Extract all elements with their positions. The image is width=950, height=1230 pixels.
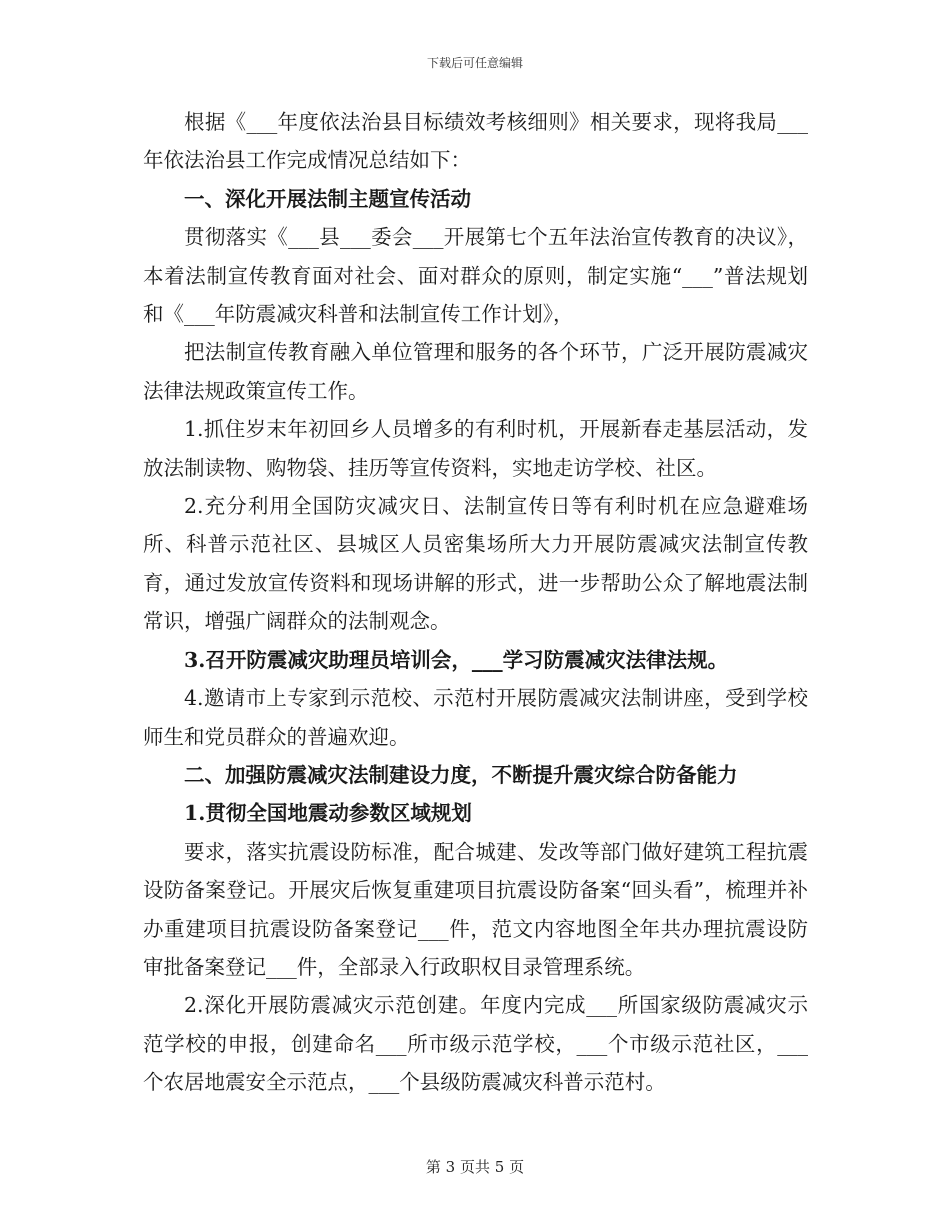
list-item-bold: 3.召开防震减灾助理员培训会，___学习防震减灾法律法规。 [184, 647, 729, 672]
list-item: 4.邀请市上专家到示范校、示范村开展防震减灾法制讲座，受到学校师生和党员群众的普遍欢迎。 [143, 686, 808, 749]
list-item: 2.充分利用全国防灾减灾日、法制宣传日等有利时机在应急避难场所、科普示范社区、县城区人员密集场所大力开展防震减灾法制宣传教育，通过发放宣传资料和现场讲解的形式，进一步帮助公众了解地震法制常识，增强广阔群众的法制观念。 [143, 494, 808, 634]
list-item: 2.深化开展防震减灾示范创建。年度内完成___所国家级防震减灾示范学校的申报，创建命名___所市级示范学校，___个市级示范社区，___个农居地震安全示范点，___个县级防震减灾科普示范村。 [143, 993, 808, 1095]
section-heading-2: 二、加强防震减灾法制建设力度，不断提升震灾综合防备能力 [184, 762, 738, 787]
page-number: 第 3 页共 5 页 [425, 1158, 525, 1176]
intro-paragraph: 根据《___年度依法治县目标绩效考核细则》相关要求，现将我局___年依法治县工作完成情况总结如下： [143, 110, 808, 173]
subheading: 1.贯彻全国地震动参数区域规划 [184, 801, 472, 826]
paragraph: 把法制宣传教育融入单位管理和服务的各个环节，广泛开展防震减灾法律法规政策宣传工作。 [143, 340, 808, 403]
paragraph: 贯彻落实《___县___委会___开展第七个五年法治宣传教育的决议》，本着法制宣传教育面对社会、面对群众的原则，制定实施“___”普法规划和《___年防震减灾科普和法制宣传工作计划》， [143, 225, 808, 327]
paragraph: 要求，落实抗震设防标准，配合城建、发改等部门做好建筑工程抗震设防备案登记。开展灾后恢复重建项目抗震设防备案“回头看”，梳理并补办重建项目抗震设防备案登记___件，范文内容地图全年共办理抗震设防审批备案登记___件，全部录入行政职权目录管理系统。 [143, 839, 808, 979]
section-heading-1: 一、深化开展法制主题宣传活动 [184, 186, 471, 211]
document-body [143, 103, 808, 1102]
list-item: 1.抓住岁末年初回乡人员增多的有利时机，开展新春走基层活动，发放法制读物、购物袋、挂历等宣传资料，实地走访学校、社区。 [143, 417, 808, 480]
page-header-note: 下载后可任意编辑 [426, 56, 523, 70]
